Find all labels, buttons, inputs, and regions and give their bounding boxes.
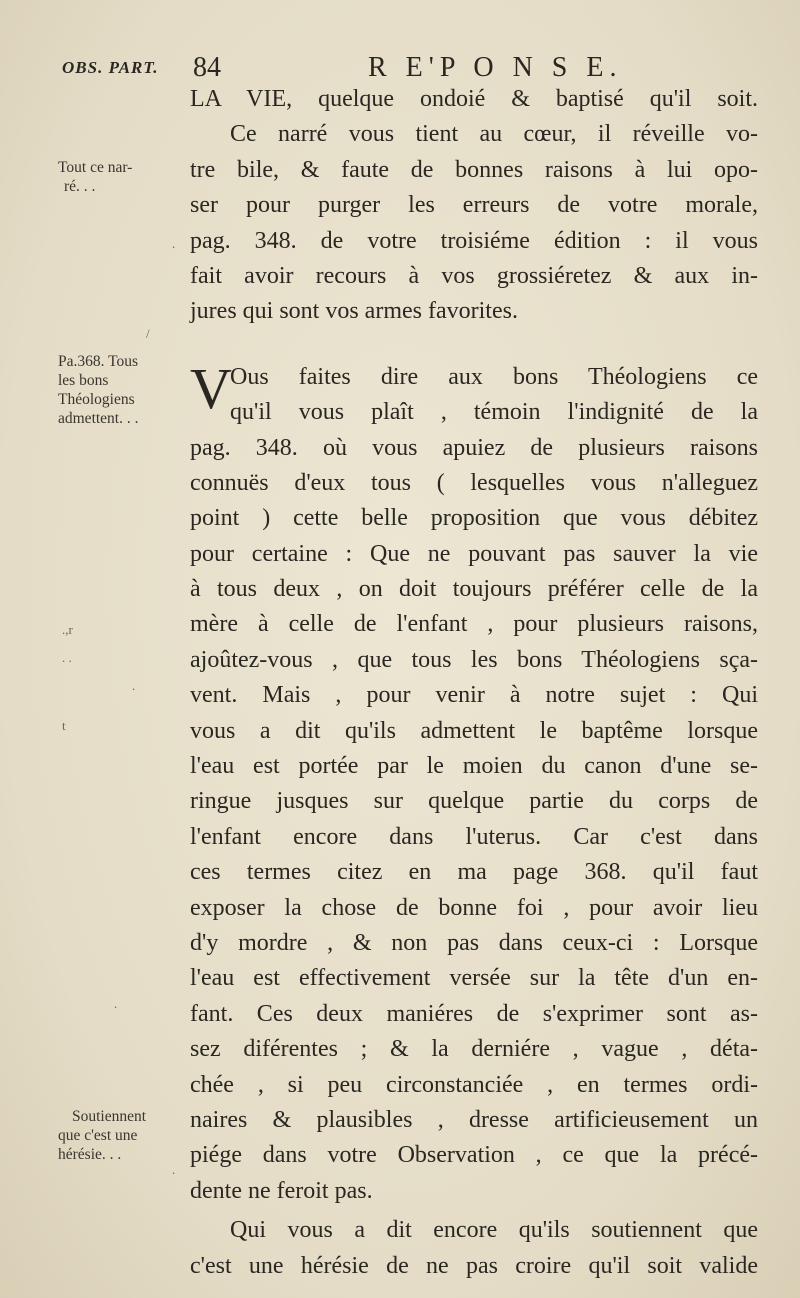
text-line: exposer la chose de bonne foi , pour avoir lieu: [190, 894, 758, 921]
text-line: l'enfant encore dans l'uterus. Car c'est dans: [190, 823, 758, 850]
margin-note-2: [58, 352, 186, 428]
text-line: mère à celle de l'enfant , pour plusieurs raisons,: [190, 611, 758, 638]
text-line: pag. 348. de votre troisiéme édition : il vous: [190, 227, 758, 254]
text-line: ajoûtez-vous , que tous les bons Théologiens sça-: [190, 646, 758, 673]
text-line: d'y mordre , & non pas dans ceux-ci : Lorsque: [190, 929, 758, 956]
page-number: 84: [193, 52, 221, 83]
margin-note-line: Soutiennent: [72, 1108, 147, 1125]
text-line: fait avoir recours à vos grossiéretez & aux in-: [190, 262, 758, 289]
paragraph-1: [190, 82, 758, 330]
text-line: à tous deux , on doit toujours préférer celle de la: [190, 576, 758, 603]
margin-note-line: que c'est une: [58, 1127, 138, 1144]
margin-note-line: Théologiens: [58, 391, 135, 408]
text-line: piége dans votre Observation , ce que la précé-: [190, 1142, 758, 1169]
text-line: vous a dit qu'ils admettent le baptême lorsque: [190, 717, 758, 744]
text-line: point ) cette belle proposition que vous débitez: [190, 505, 758, 532]
text-line: Qui vous a dit encore qu'ils soutiennent que: [230, 1217, 758, 1244]
margin-note-line: Pa.368. Tous: [58, 353, 139, 370]
text-line: l'eau est effectivement versée sur la tête d'un en-: [190, 965, 758, 992]
text-line: pour certaine : Que ne pouvant pas sauver la vie: [190, 540, 758, 567]
main-text: [190, 82, 758, 1284]
margin-note-1: [58, 158, 186, 196]
text-line: ser pour purger les erreurs de votre morale,: [190, 192, 758, 219]
stray-mark: .: [172, 236, 176, 251]
text-line: dente ne feroit pas.: [190, 1177, 373, 1204]
text-line: Ce narré vous tient au cœur, il réveille vo-: [230, 121, 758, 148]
margin-note-line: les bons: [58, 372, 109, 389]
text-line: c'est une hérésie de ne pas croire qu'il soit valide: [190, 1252, 758, 1279]
text-line: LA VIE, quelque ondoié & baptisé qu'il soit.: [190, 86, 758, 112]
stray-mark: .,r: [62, 622, 73, 637]
margin-note-line: admettent. . .: [58, 410, 139, 427]
page-title: R E'P O N S E.: [368, 52, 623, 83]
text-line: l'eau est portée par le moien du canon d'une se-: [190, 753, 758, 780]
text-line: jures qui sont vos armes favorites.: [190, 298, 518, 325]
text-line: connuës d'eux tous ( lesquelles vous n'alleguez: [190, 469, 758, 496]
stray-mark: . .: [62, 650, 72, 665]
margin-note-line: Tout ce nar-: [58, 159, 133, 176]
stray-mark: .: [132, 678, 136, 693]
text-line: ringue jusques sur quelque partie du corps de: [190, 788, 758, 815]
margin-note-line: hérésie. . .: [58, 1146, 122, 1163]
stray-mark: /: [146, 326, 150, 341]
text-line: sez diférentes ; & la derniére , vague , déta-: [190, 1036, 758, 1063]
text-line: ces termes citez en ma page 368. qu'il faut: [190, 859, 758, 886]
paragraph-3: [190, 1213, 758, 1284]
text-line: fant. Ces deux maniéres de s'exprimer sont as-: [190, 1000, 758, 1027]
running-head: OBS. PART.: [62, 58, 159, 77]
text-line: pag. 348. où vous apuiez de plusieurs raisons: [190, 434, 758, 461]
paragraph-2: [190, 355, 758, 1209]
stray-mark: t: [62, 718, 66, 733]
text-line: vent. Mais , pour venir à notre sujet : Qui: [190, 682, 758, 709]
text-line: chée , si peu circonstanciée , en termes ordi-: [190, 1071, 758, 1098]
stray-mark: .: [172, 1162, 176, 1177]
text-line: Ous faites dire aux bons Théologiens ce: [230, 363, 758, 390]
text-line: naires & plausibles , dresse artificieusement un: [190, 1106, 758, 1133]
text-line: tre bile, & faute de bonnes raisons à lui opo-: [190, 156, 758, 183]
margin-note-line: ré. . .: [64, 178, 96, 195]
stray-mark: .: [114, 996, 118, 1011]
text-line: qu'il vous plaît , témoin l'indignité de la: [230, 399, 758, 426]
margin-note-3: [58, 1107, 186, 1164]
drop-cap: V: [190, 355, 232, 421]
